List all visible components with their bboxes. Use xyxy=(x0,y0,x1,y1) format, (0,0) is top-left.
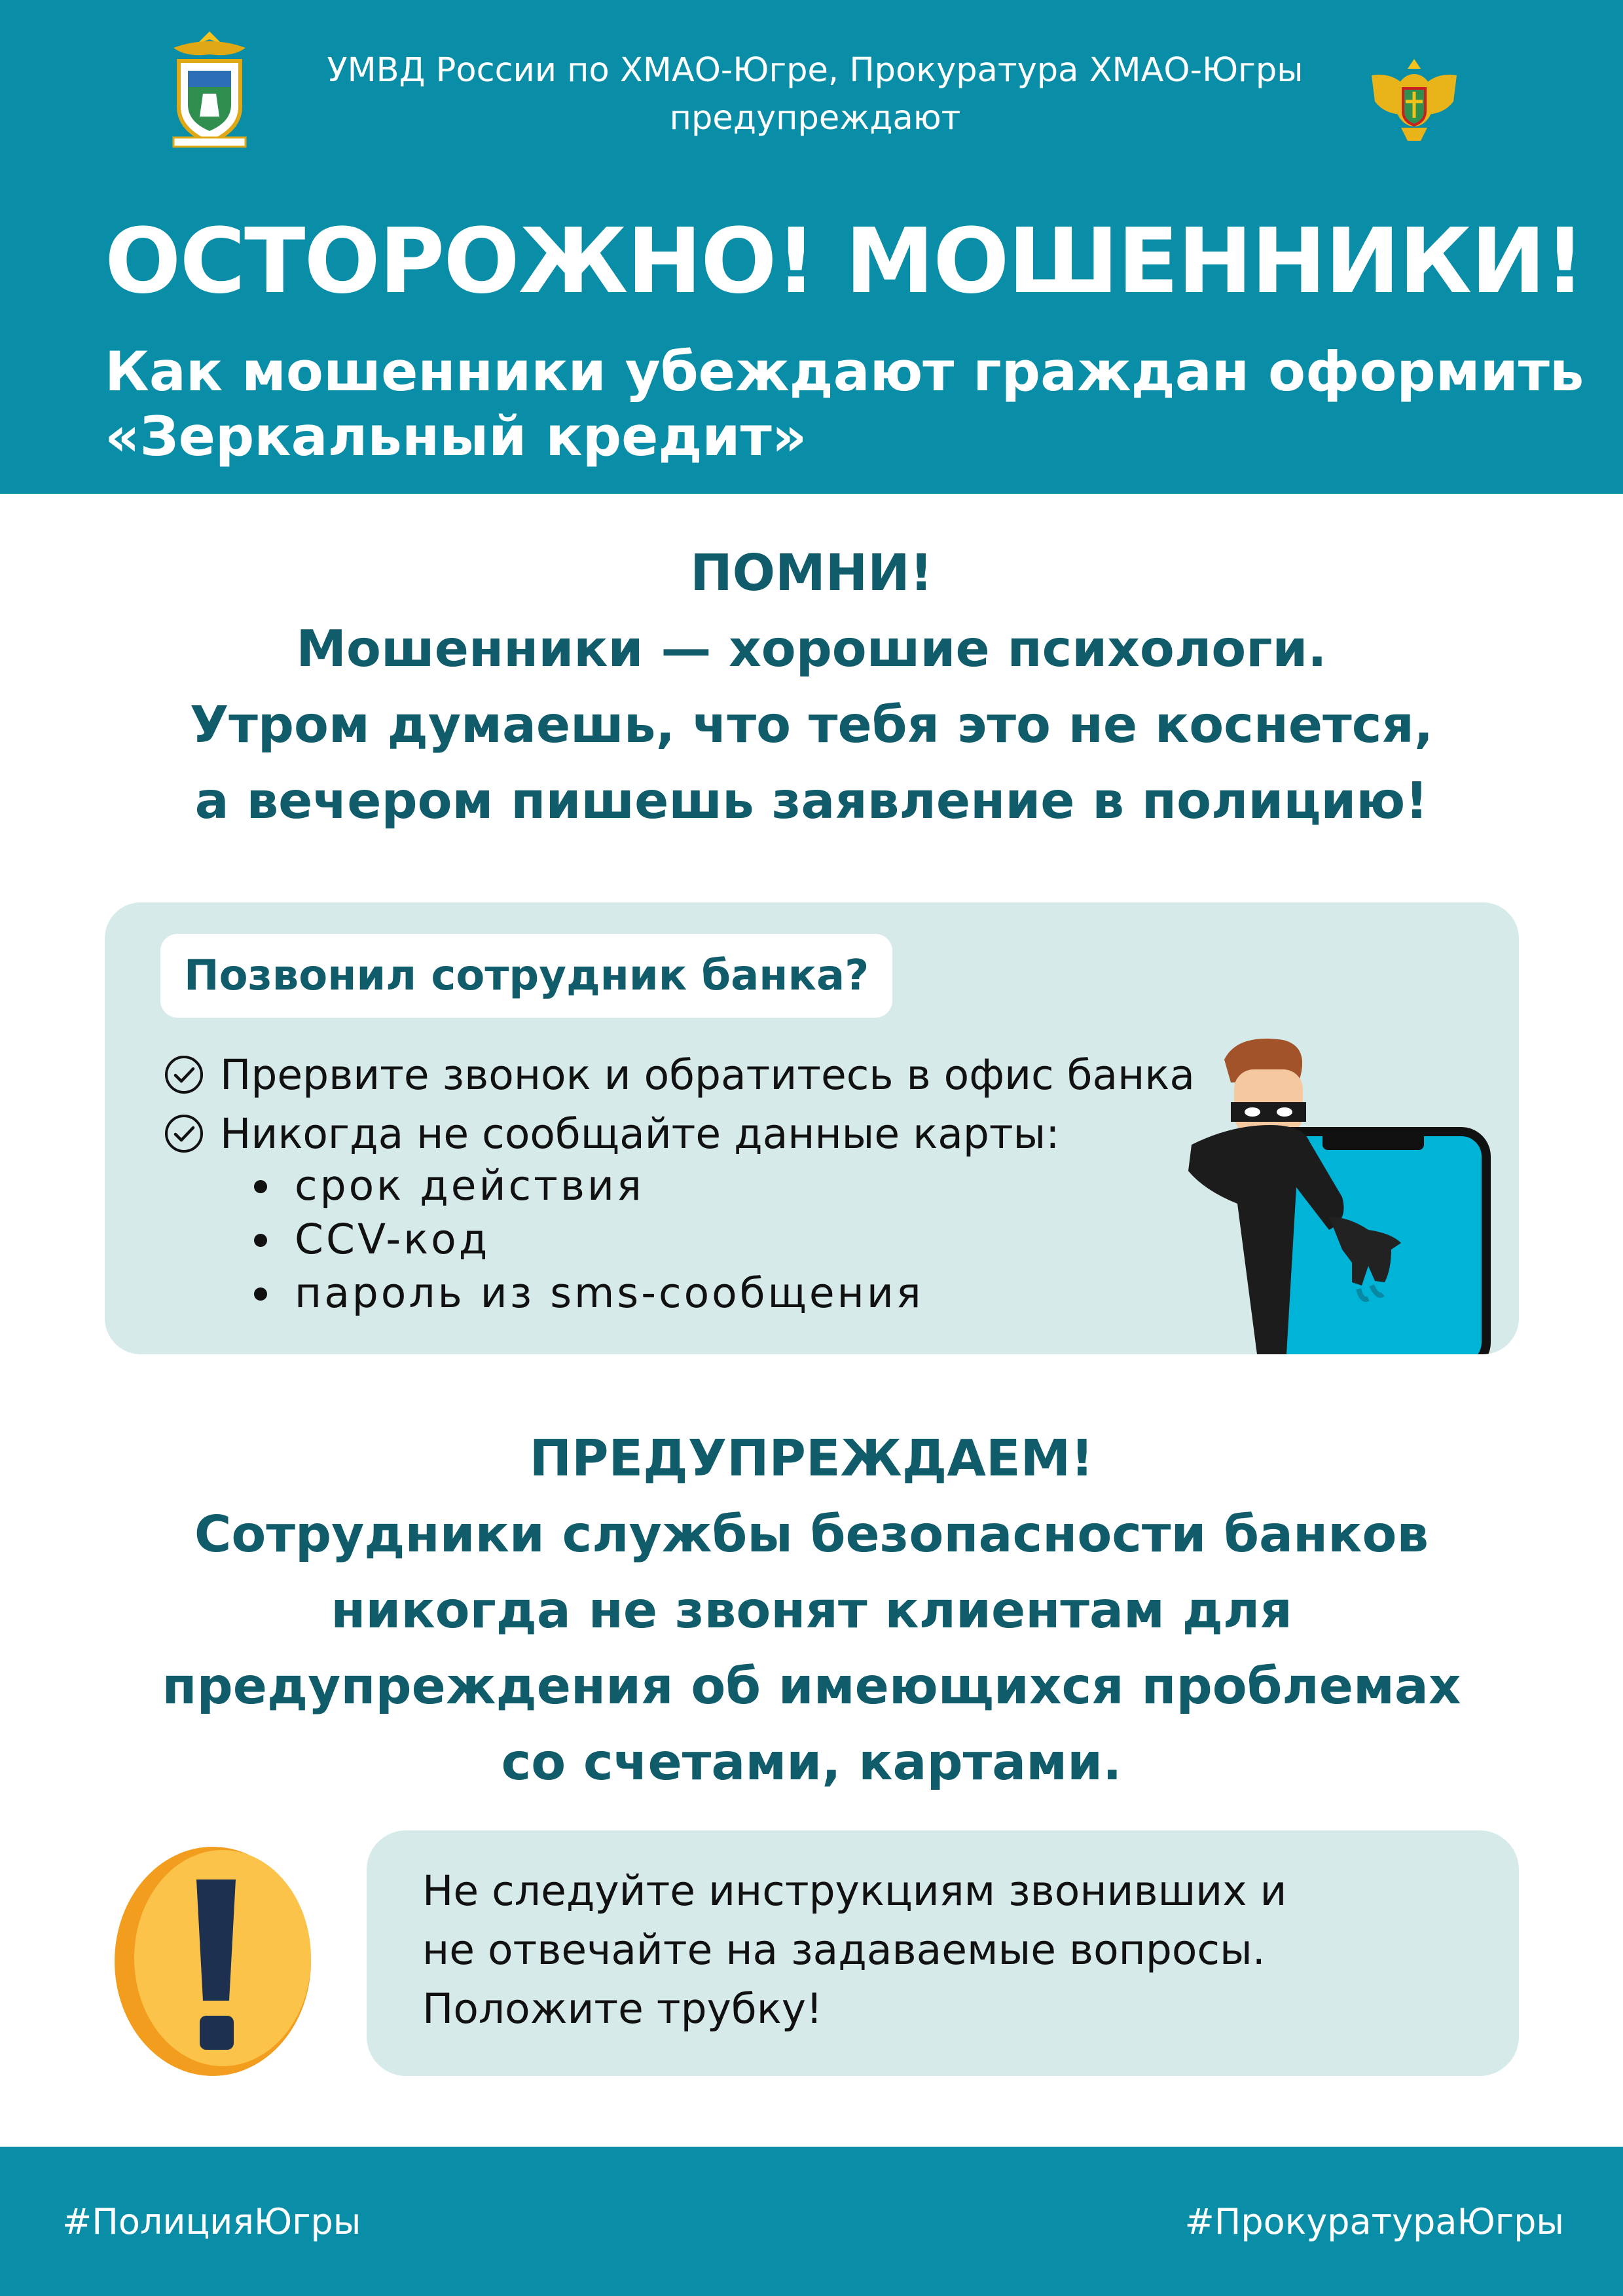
org-warn-line: предупреждают xyxy=(669,99,961,138)
hashtag-prosecutor: #ПрокуратураЮгры xyxy=(1184,2201,1564,2242)
remember-line: а вечером пишешь заявление в полицию! xyxy=(194,772,1429,830)
exclamation-coin-icon xyxy=(98,1840,321,2083)
check-item xyxy=(164,1104,1060,1163)
page-subtitle: Как мошенники убеждают граждан оформить xyxy=(105,340,1584,403)
warning-line: со счетами, картами. xyxy=(501,1733,1122,1792)
card-data-bullet: CCV-код xyxy=(295,1213,490,1267)
header-banner xyxy=(0,0,1623,494)
org-name-line: УМВД России по ХМАО-Югре, Прокуратура ХМАО-Югры xyxy=(327,51,1304,90)
page-subtitle-2: «Зеркальный кредит» xyxy=(105,405,807,468)
warning-line: предупреждения об имеющихся проблемах xyxy=(162,1657,1461,1716)
check-item-label: Прервите звонок и обратитесь в офис банка xyxy=(220,1050,1195,1099)
advice-line: Не следуйте инструкциям звонивших и xyxy=(422,1867,1287,1915)
check-item-label: Никогда не сообщайте данные карты: xyxy=(220,1109,1060,1158)
advice-line: не отвечайте на задаваемые вопросы. xyxy=(422,1926,1266,1974)
card-data-bullet: срок действия xyxy=(295,1159,644,1213)
footer-banner xyxy=(0,2147,1623,2296)
advice-line: Положите трубку! xyxy=(422,1985,823,2033)
remember-line: Мошенники — хорошие психологи. xyxy=(296,620,1327,678)
bank-call-question: Позвонил сотрудник банка? xyxy=(160,934,892,1018)
masked-thief-phone-icon xyxy=(1133,1033,1499,1354)
prosecutor-emblem-icon xyxy=(1365,49,1463,147)
warning-line: Сотрудники службы безопасности банков xyxy=(194,1506,1429,1564)
remember-heading: ПОМНИ! xyxy=(690,544,933,602)
page-title: ОСТОРОЖНО! МОШЕННИКИ! xyxy=(105,210,1584,314)
card-data-bullet: пароль из sms-сообщения xyxy=(295,1267,924,1320)
advice-box xyxy=(367,1830,1519,2076)
check-circle-icon xyxy=(164,1054,204,1095)
bank-call-box xyxy=(105,902,1519,1354)
hashtag-police: #ПолицияЮгры xyxy=(62,2201,361,2242)
warning-heading: ПРЕДУПРЕЖДАЕМ! xyxy=(529,1430,1094,1488)
warning-line: никогда не звонят клиентам для xyxy=(331,1582,1292,1640)
check-item xyxy=(164,1045,1195,1104)
police-emblem-icon xyxy=(160,25,259,156)
check-circle-icon xyxy=(164,1113,204,1154)
remember-line: Утром думаешь, что тебя это не коснется, xyxy=(189,696,1434,754)
